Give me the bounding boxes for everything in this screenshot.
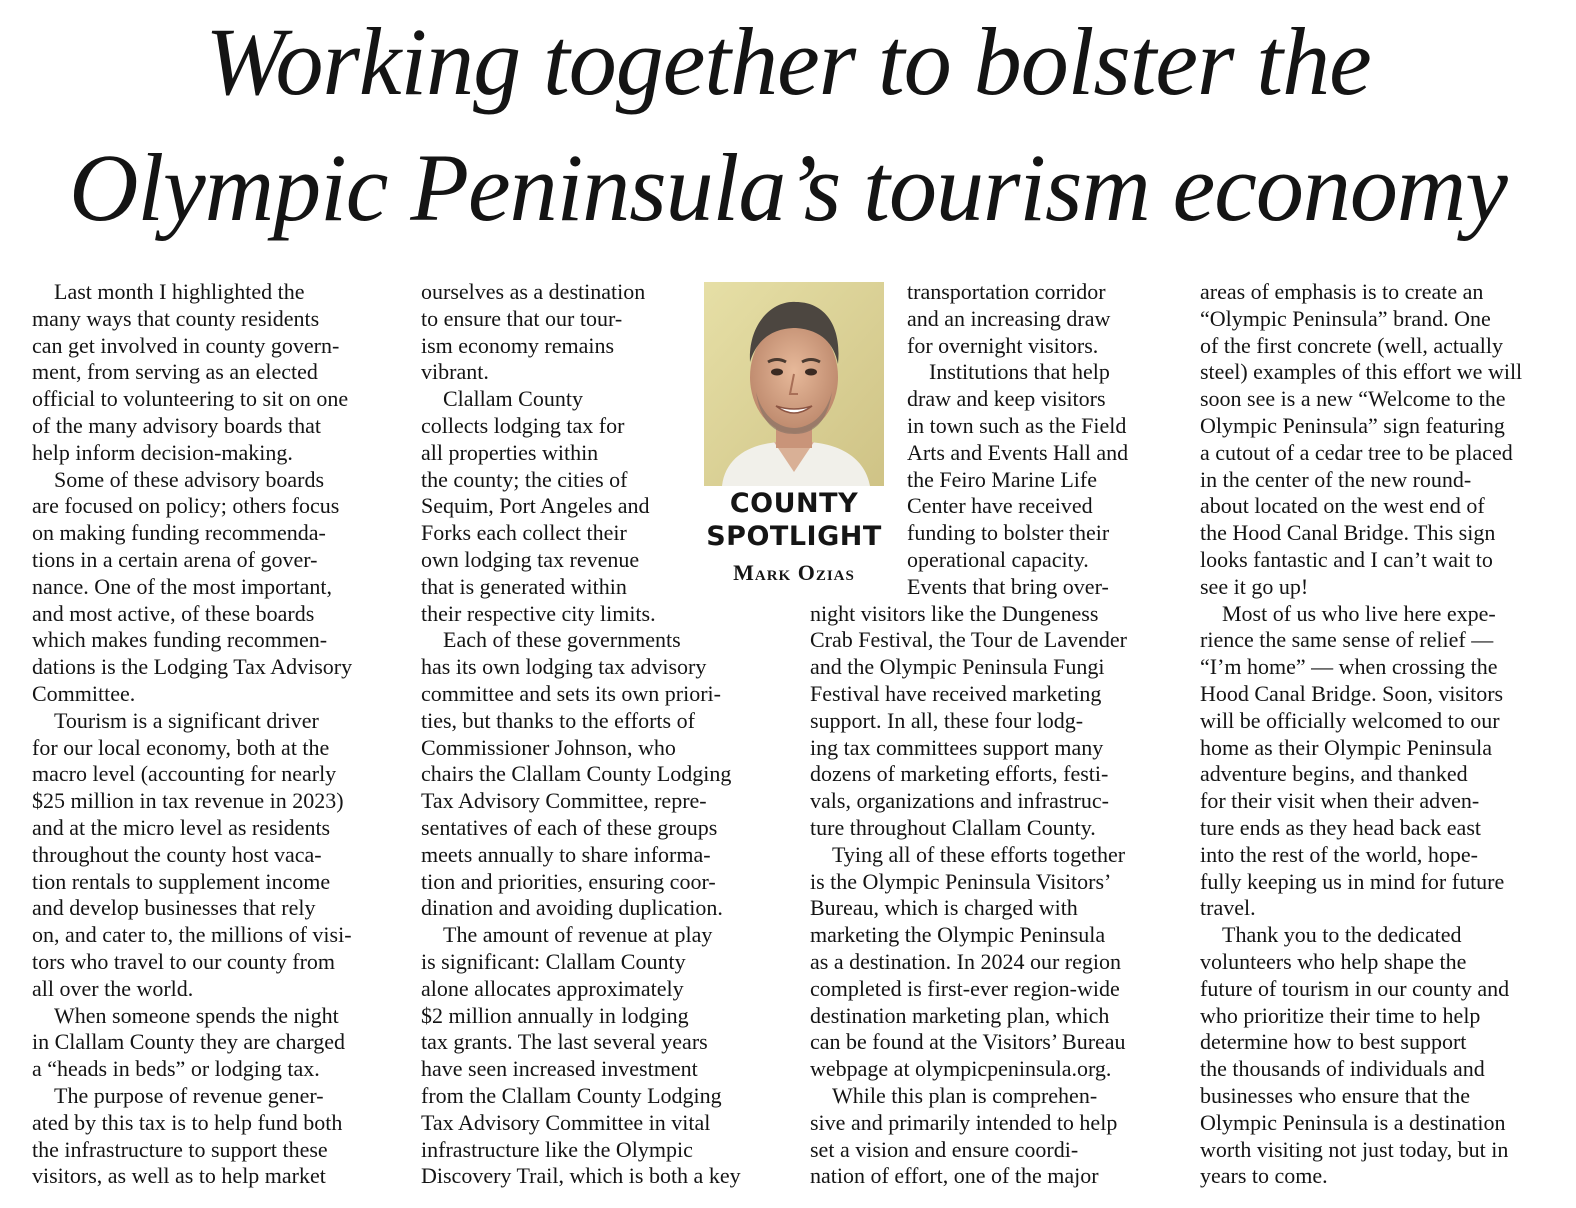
article-text-line: to ensure that our tour- [421, 305, 623, 331]
article-text-line: businesses who ensure that the [1200, 1082, 1471, 1108]
article-text-line: Each of these governments [443, 627, 681, 653]
article-text-line: ism economy remains [421, 332, 615, 358]
article-text-line: future of tourism in our county and [1200, 975, 1510, 1001]
article-text-line: Olympic Peninsula is a destination [1200, 1109, 1506, 1135]
article-text-line: meets annually to share informa- [421, 841, 711, 867]
article-text-line: tax grants. The last several years [421, 1029, 708, 1055]
article-text-line: webpage at olympicpeninsula.org. [810, 1056, 1112, 1082]
article-text-line: and the Olympic Peninsula Fungi [810, 654, 1105, 680]
article-text-line: funding to bolster their [907, 520, 1110, 546]
article-text-line: a cutout of a cedar tree to be placed [1200, 439, 1513, 465]
article-text-line: for their visit when their adven- [1200, 788, 1480, 814]
article-text-line: that is generated within [421, 573, 627, 599]
article-text-line: is significant: Clallam County [421, 948, 686, 974]
article-text-line: as a destination. In 2024 our region [810, 948, 1121, 974]
article-text-line: Institutions that help [929, 359, 1110, 385]
article-text-line: ing tax committees support many [810, 734, 1104, 760]
article-text-line: in Clallam County they are charged [32, 1029, 346, 1055]
article-text-line: Center have received [907, 493, 1093, 519]
article-text-line: has its own lodging tax advisory [421, 654, 707, 680]
article-text-line: will be officially welcomed to our [1200, 707, 1500, 733]
article-text-line: tions in a certain arena of gover- [32, 546, 318, 572]
article-text-line: infrastructure like the Olympic [421, 1136, 693, 1162]
article-text-line: determine how to best support [1200, 1029, 1467, 1055]
article-text-line: Discovery Trail, which is both a key [421, 1163, 741, 1189]
article-column-1 [32, 279, 392, 1190]
article-text-line: tion rentals to supplement income [32, 868, 331, 894]
article-text-line: Forks each collect their [421, 520, 627, 546]
article-text-line: throughout the county host vaca- [32, 841, 322, 867]
spotlight-title-line-1: COUNTY [729, 488, 859, 519]
article-text-line: alone allocates approximately [421, 975, 684, 1001]
article-text-line: Clallam County [443, 386, 583, 412]
article-text-line: the Feiro Marine Life [907, 466, 1097, 492]
author-byline: Mark Ozias [733, 560, 855, 585]
article-text-line: of the many advisory boards that [32, 412, 321, 438]
article-text-line: travel. [1200, 895, 1256, 921]
article-text-line: macro level (accounting for nearly [32, 761, 337, 787]
article-text-line: can be found at the Visitors’ Bureau [810, 1029, 1126, 1055]
article-text-line: Crab Festival, the Tour de Lavender [810, 627, 1127, 653]
article-text-line: ated by this tax is to help fund both [32, 1109, 343, 1135]
article-text-line: the Hood Canal Bridge. This sign [1200, 520, 1496, 546]
article-text-line: which makes funding recommen- [32, 627, 328, 653]
article-text-line: ment, from serving as an elected [32, 359, 318, 385]
article-text-line: Most of us who live here expe- [1222, 600, 1496, 626]
article-text-line: looks fantastic and I can’t wait to [1200, 546, 1493, 572]
article-text-line: from the Clallam County Lodging [421, 1082, 722, 1108]
article-text-line: nance. One of the most important, [32, 573, 332, 599]
county-spotlight-box [704, 282, 884, 585]
article-text-line: ture throughout Clallam County. [810, 814, 1096, 840]
article-text-line: Tax Advisory Committee, repre- [421, 788, 707, 814]
spotlight-title-line-2: SPOTLIGHT [706, 521, 882, 552]
article-text-line: operational capacity. [907, 546, 1089, 572]
article-text-line: worth visiting not just today, but in [1200, 1136, 1509, 1162]
article-text-line: transportation corridor [907, 279, 1106, 304]
article-text-line: sentatives of each of these groups [421, 814, 718, 840]
article-text-line: the infrastructure to support these [32, 1136, 328, 1162]
article-text-line: are focused on policy; others focus [32, 493, 340, 519]
article-text-line: dination and avoiding duplication. [421, 895, 723, 921]
article-text-line: rience the same sense of relief — [1200, 627, 1494, 653]
article-text-line: all over the world. [32, 975, 194, 1001]
article-text-line: many ways that county residents [32, 305, 320, 331]
article-text-line: Commissioner Johnson, who [421, 734, 676, 760]
article-text-line: soon see is a new “Welcome to the [1200, 386, 1506, 412]
article-text-line: While this plan is comprehen- [832, 1082, 1098, 1108]
article-text-line: draw and keep visitors [907, 386, 1106, 412]
article-text-line: fully keeping us in mind for future [1200, 868, 1505, 894]
article-column-4 [1200, 279, 1570, 1190]
article-text-line: in the center of the new round- [1200, 466, 1472, 492]
article-text-line: night visitors like the Dungeness [810, 600, 1099, 626]
article-text-line: Sequim, Port Angeles and [421, 493, 650, 519]
article-text-line: for overnight visitors. [907, 332, 1099, 358]
article-text-line: Some of these advisory boards [54, 466, 325, 492]
article-text-line: ture ends as they head back east [1200, 814, 1481, 840]
article-text-line: own lodging tax revenue [421, 546, 640, 572]
article-text-line: vals, organizations and infrastruc- [810, 788, 1109, 814]
author-portrait-image [704, 282, 884, 486]
headline-line-2: Olympic Peninsula’s tourism economy [69, 134, 1507, 241]
article-text-line: who prioritize their time to help [1200, 1002, 1481, 1028]
article-text-line: $2 million annually in lodging [421, 1002, 689, 1028]
article-text-line: their respective city limits. [421, 600, 656, 626]
article-text-line: Hood Canal Bridge. Soon, visitors [1200, 680, 1504, 706]
article-text-line: completed is first-ever region-wide [810, 975, 1120, 1001]
article-text-line: Events that bring over- [907, 573, 1109, 599]
article-text-line: and an increasing draw [907, 305, 1111, 331]
article-text-line: Olympic Peninsula” sign featuring [1200, 412, 1505, 438]
article-text-line: into the rest of the world, hope- [1200, 841, 1478, 867]
article-text-line: The amount of revenue at play [443, 922, 713, 948]
article-text-line: Festival have received marketing [810, 680, 1102, 706]
article-text-line: ties, but thanks to the efforts of [421, 707, 695, 733]
article-text-line: have seen increased investment [421, 1056, 698, 1082]
article-text-line: and at the micro level as residents [32, 814, 331, 840]
article-text-line: destination marketing plan, which [810, 1002, 1110, 1028]
article-text-line: home as their Olympic Peninsula [1200, 734, 1493, 760]
article-text-line: for our local economy, both at the [32, 734, 330, 760]
article-text-line: Tax Advisory Committee in vital [421, 1109, 711, 1135]
article-text-line: “Olympic Peninsula” brand. One [1200, 305, 1491, 331]
article-text-line: Tourism is a significant driver [54, 707, 319, 733]
article-text-line: on making funding recommenda- [32, 520, 326, 546]
article-text-line: volunteers who help shape the [1200, 948, 1467, 974]
article-text-line: years to come. [1200, 1163, 1328, 1189]
article-text-line: Tying all of these efforts together [832, 841, 1126, 867]
article-text-line: Committee. [32, 680, 136, 706]
author-photo [704, 282, 884, 486]
article-text-line: of the first concrete (well, actually [1200, 332, 1503, 358]
article-text-line: $25 million in tax revenue in 2023) [32, 788, 344, 814]
article-text-line: official to volunteering to sit on one [32, 386, 349, 412]
article-text-line: steel) examples of this effort we will [1200, 359, 1523, 385]
article-text-line: all properties within [421, 439, 599, 465]
article-text-line: in town such as the Field [907, 412, 1127, 438]
article-text-line: visitors, as well as to help market [32, 1163, 326, 1189]
article-text-line: tion and priorities, ensuring coor- [421, 868, 716, 894]
article-text-line: set a vision and ensure coordi- [810, 1136, 1079, 1162]
article-text-line: chairs the Clallam County Lodging [421, 761, 732, 787]
article-text-line: about located on the west end of [1200, 493, 1485, 519]
article-text-line: and develop businesses that rely [32, 895, 316, 921]
article-text-line: collects lodging tax for [421, 412, 625, 438]
article-text-line: Thank you to the dedicated [1222, 922, 1462, 948]
article-text-line: dations is the Lodging Tax Advisory [32, 654, 353, 680]
article-text-line: nation of effort, one of the major [810, 1163, 1099, 1189]
article-text-line: Last month I highlighted the [54, 279, 305, 304]
article-text-line: is the Olympic Peninsula Visitors’ [810, 868, 1112, 894]
article-text-line: on, and cater to, the millions of visi- [32, 922, 352, 948]
article-text-line: Bureau, which is charged with [810, 895, 1078, 921]
article-text-line: When someone spends the night [54, 1002, 339, 1028]
article-text-line: sive and primarily intended to help [810, 1109, 1118, 1135]
article-text-line: the county; the cities of [421, 466, 628, 492]
article-text-line: the thousands of individuals and [1200, 1056, 1485, 1082]
article-text-line: see it go up! [1200, 573, 1309, 599]
article-text-line: vibrant. [421, 359, 489, 385]
article-text-line: dozens of marketing efforts, festi- [810, 761, 1109, 787]
article-text-line: and most active, of these boards [32, 600, 315, 626]
article-text-line: adventure begins, and thanked [1200, 761, 1468, 787]
article-text-line: ourselves as a destination [421, 279, 646, 304]
article-text-line: “I’m home” — when crossing the [1200, 654, 1498, 680]
article-text-line: a “heads in beds” or lodging tax. [32, 1056, 320, 1082]
article-text-line: Arts and Events Hall and [907, 439, 1129, 465]
article-text-line: can get involved in county govern- [32, 332, 340, 358]
article-text-line: areas of emphasis is to create an [1200, 279, 1484, 304]
article-text-line: committee and sets its own priori- [421, 680, 721, 706]
article-text-line: The purpose of revenue gener- [54, 1082, 324, 1108]
article-text-line: marketing the Olympic Peninsula [810, 922, 1106, 948]
headline-line-1: Working together to bolster the [205, 8, 1371, 115]
article-text-line: support. In all, these four lodg- [810, 707, 1084, 733]
article-column-3-bottom [810, 601, 1180, 1191]
article-column-3-top [907, 279, 1177, 601]
article-text-line: help inform decision-making. [32, 439, 293, 465]
article-text-line: tors who travel to our county from [32, 948, 336, 974]
